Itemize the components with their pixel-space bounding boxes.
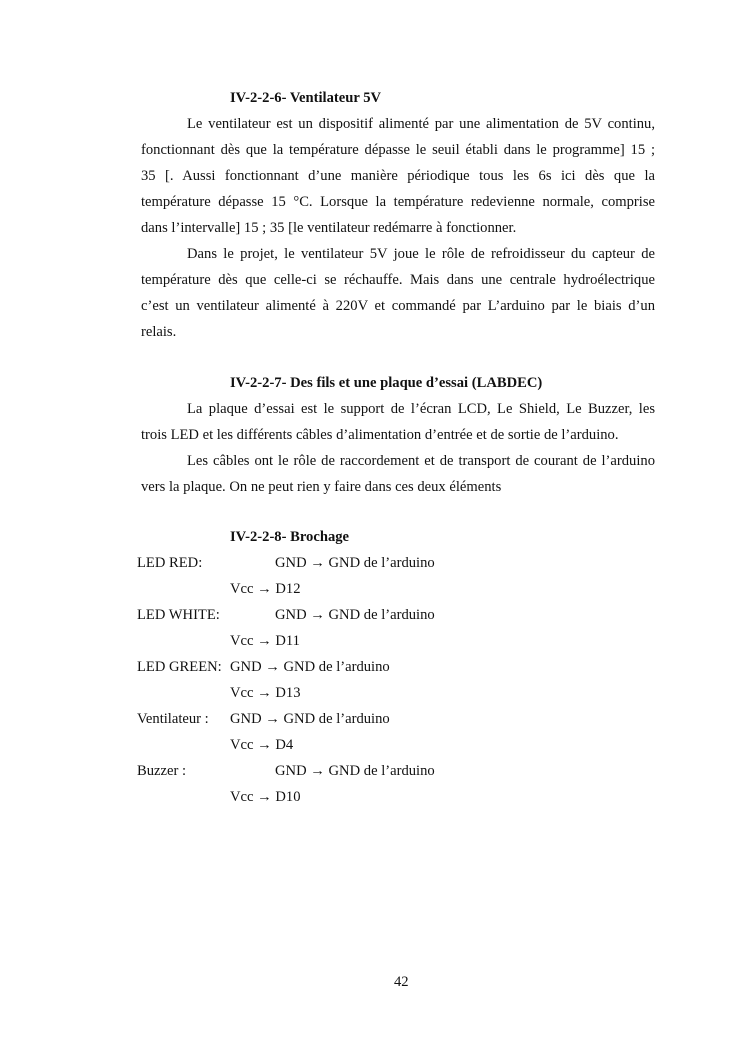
pin-label: Buzzer : (137, 763, 187, 779)
pin-label: LED RED: (137, 555, 203, 571)
pin-gnd: GND → GND de l’arduino (275, 555, 435, 571)
pin-vcc: Vcc → D13 (230, 685, 301, 701)
pin-label: LED GREEN: (137, 659, 222, 675)
pin-gnd: GND → GND de l’arduino (275, 607, 435, 623)
paragraph-line: La plaque d’essai est le support de l’écran LCD, Le Shield, Le Buzzer, les (187, 401, 655, 417)
section-heading: IV-2-2-8- Brochage (230, 529, 350, 545)
page-number: 42 (394, 974, 409, 990)
pin-gnd: GND → GND de l’arduino (275, 763, 435, 779)
section-heading: IV-2-2-6- Ventilateur 5V (230, 90, 382, 106)
paragraph-line: Dans le projet, le ventilateur 5V joue le rôle de refroidisseur du capteur de (187, 246, 655, 262)
paragraph-line: température dépasse 15 °C. Lorsque la température redevienne normale, comprise (141, 194, 655, 210)
paragraph-line: température dès que celle-ci se réchauffe. Mais dans une centrale hydroélectrique (141, 272, 655, 288)
pin-gnd: GND → GND de l’arduino (230, 659, 390, 675)
paragraph-line: 35 [. Aussi fonctionnant d’une manière périodique tous les 6s ici dès que la (141, 168, 655, 184)
pin-vcc: Vcc → D12 (230, 581, 301, 597)
paragraph-line: Le ventilateur est un dispositif alimenté par une alimentation de 5V continu, (187, 116, 655, 132)
paragraph-line: trois LED et les différents câbles d’alimentation d’entrée et de sortie de l’arduino. (141, 427, 619, 443)
paragraph-line: Les câbles ont le rôle de raccordement et de transport de courant de l’arduino (187, 453, 655, 469)
section-heading: IV-2-2-7- Des fils et une plaque d’essai (LABDEC) (230, 375, 543, 391)
pin-vcc: Vcc → D4 (230, 737, 294, 753)
pin-vcc: Vcc → D11 (230, 633, 300, 649)
pin-label: LED WHITE: (137, 607, 220, 623)
pin-vcc: Vcc → D10 (230, 789, 301, 805)
paragraph-line: vers la plaque. On ne peut rien y faire dans ces deux éléments (141, 479, 502, 495)
paragraph-line: relais. (141, 324, 177, 340)
paragraph-line: fonctionnant dès que la température dépasse le seuil établi dans le programme] 15 ; (141, 142, 655, 158)
paragraph-line: dans l’intervalle] 15 ; 35 [le ventilateur redémarre à fonctionner. (141, 220, 517, 236)
pin-gnd: GND → GND de l’arduino (230, 711, 390, 727)
paragraph-line: c’est un ventilateur alimenté à 220V et commandé par L’arduino par le biais d’un (141, 298, 655, 314)
pin-label: Ventilateur : (137, 711, 209, 727)
